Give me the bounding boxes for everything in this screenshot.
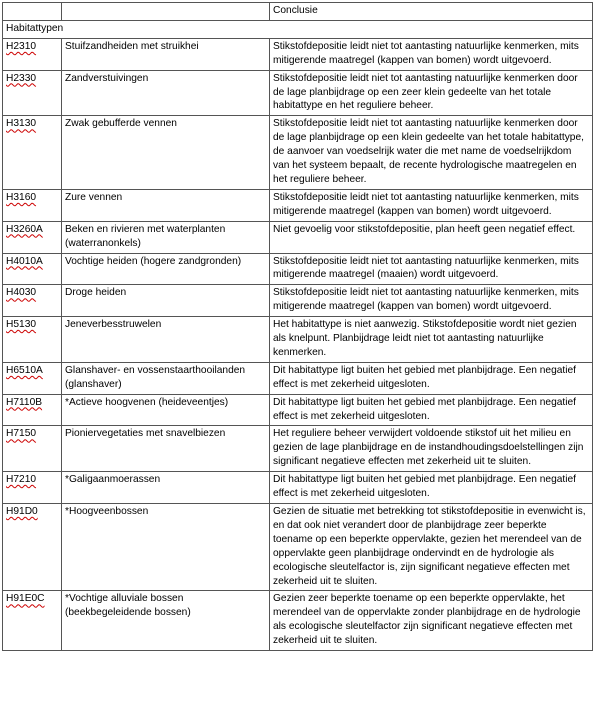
row-code-cell: [3, 591, 62, 651]
habitat-conclusion: Gezien de situatie met betrekking tot stikstofdepositie in evenwicht is, en dat ook niet verandert door de planbijdrage zeer beperkte toename op een beperkte oppervlakte, gezien het merendeel van de oppervlakte geen planbijdrage ondervindt en de hydrologie als ecologische sleutelfactor is, zijn significant negatieve effecten met zekerheid uit te sluiten.: [270, 504, 593, 591]
habitat-name: Droge heiden: [62, 285, 270, 317]
row-code-cell: [3, 221, 62, 253]
habitat-name: Zandverstuivingen: [62, 70, 270, 116]
table-row: [3, 591, 593, 651]
habitat-code: H6510A: [6, 364, 43, 376]
habitat-conclusion: Dit habitattype ligt buiten het gebied met planbijdrage. Een negatief effect is met zekerheid uitgesloten.: [270, 472, 593, 504]
habitat-name: Pioniervegetaties met snavelbiezen: [62, 426, 270, 472]
habitat-name: Beken en rivieren met waterplanten (waterranonkels): [62, 221, 270, 253]
habitat-conclusion: Het habitattype is niet aanwezig. Stikstofdepositie wordt niet gezien als knelpunt. Planbijdrage leidt niet tot aantasting natuurlijke kenmerken.: [270, 317, 593, 363]
row-code-cell: [3, 116, 62, 190]
habitat-conclusion: Stikstofdepositie leidt niet tot aantasting natuurlijke kenmerken door de lage planbijdrage op een klein gedeelte van het totale habitattype, de aanvoer van voedselrijk water die met name de voedselrijkdom van het systeem bepaalt, de recente hydrologische maatregelen en het reguliere beheer.: [270, 116, 593, 190]
row-code-cell: [3, 38, 62, 70]
header-cell-name: [62, 3, 270, 21]
habitat-name: Zure vennen: [62, 189, 270, 221]
habitat-conclusion: Stikstofdepositie leidt niet tot aantasting natuurlijke kenmerken, mits mitigerende maatregel (maaien) wordt uitgevoerd.: [270, 253, 593, 285]
table-row: [3, 189, 593, 221]
habitat-name: *Hoogveenbossen: [62, 504, 270, 591]
habitat-code: H3130: [6, 118, 37, 130]
habitat-code: H91D0: [6, 506, 38, 517]
table-row: [3, 70, 593, 116]
table-row: [3, 362, 593, 394]
habitat-name: Zwak gebufferde vennen: [62, 116, 270, 190]
habitat-name: Glanshaver- en vossenstaarthooilanden (glanshaver): [62, 362, 270, 394]
habitat-table: [2, 2, 593, 651]
habitat-code: H4010A: [6, 255, 43, 267]
habitat-name: Jeneverbesstruwelen: [62, 317, 270, 363]
header-cell-conclusion: Conclusie: [270, 3, 593, 21]
row-code-cell: [3, 394, 62, 426]
table-row: [3, 116, 593, 190]
habitat-code: H2330: [6, 72, 37, 84]
table-header-row: [3, 3, 593, 21]
habitat-code: H91E0C: [6, 593, 45, 605]
habitat-conclusion: Stikstofdepositie leidt niet tot aantasting natuurlijke kenmerken, mits mitigerende maatregel (kappen van bomen) wordt uitgevoerd.: [270, 285, 593, 317]
habitat-code: H4030: [6, 287, 37, 299]
habitat-code: H5130: [6, 319, 37, 331]
habitat-name: *Galigaanmoerassen: [62, 472, 270, 504]
table-row: [3, 38, 593, 70]
habitat-code: H7110B: [6, 396, 43, 408]
habitat-conclusion: Dit habitattype ligt buiten het gebied met planbijdrage. Een negatief effect is met zekerheid uitgesloten.: [270, 362, 593, 394]
row-code-cell: [3, 426, 62, 472]
row-code-cell: [3, 285, 62, 317]
habitat-code: H7210: [6, 474, 37, 486]
section-title: Habitattypen: [3, 20, 593, 38]
habitat-conclusion: Gezien zeer beperkte toename op een beperkte oppervlakte, het merendeel van de oppervlakte zonder planbijdrage en de hydrologie als ecologische sleutelfactor zijn significant negatieve effecten met zekerheid uit te sluiten.: [270, 591, 593, 651]
table-row: [3, 221, 593, 253]
row-code-cell: [3, 70, 62, 116]
habitat-code: H7150: [6, 428, 37, 440]
habitat-conclusion: Niet gevoelig voor stikstofdepositie, plan heeft geen negatief effect.: [270, 221, 593, 253]
habitat-conclusion: Dit habitattype ligt buiten het gebied met planbijdrage. Een negatief effect is met zekerheid uitgesloten.: [270, 394, 593, 426]
habitat-conclusion: Stikstofdepositie leidt niet tot aantasting natuurlijke kenmerken door de lage planbijdrage op een zeer klein gedeelte van het totale habitattype en het reguliere beheer.: [270, 70, 593, 116]
habitat-name: *Vochtige alluviale bossen (beekbegeleidende bossen): [62, 591, 270, 651]
habitat-code: H3260A: [6, 223, 43, 235]
row-code-cell: [3, 362, 62, 394]
row-code-cell: [3, 317, 62, 363]
row-code-cell: [3, 253, 62, 285]
row-code-cell: [3, 504, 62, 591]
habitat-code: H3160: [6, 191, 37, 203]
habitat-name: *Actieve hoogvenen (heideveentjes): [62, 394, 270, 426]
row-code-cell: [3, 189, 62, 221]
habitat-conclusion: Stikstofdepositie leidt niet tot aantasting natuurlijke kenmerken, mits mitigerende maatregel (kappen van bomen) wordt uitgevoerd.: [270, 38, 593, 70]
table-row: [3, 504, 593, 591]
header-cell-code: [3, 3, 62, 21]
table-row: [3, 472, 593, 504]
table-row: [3, 426, 593, 472]
habitat-name: Stuifzandheiden met struikhei: [62, 38, 270, 70]
habitat-conclusion: Stikstofdepositie leidt niet tot aantasting natuurlijke kenmerken, mits mitigerende maatregel (kappen van bomen) wordt uitgevoerd.: [270, 189, 593, 221]
row-code-cell: [3, 472, 62, 504]
section-row: [3, 20, 593, 38]
table-row: [3, 317, 593, 363]
table-row: [3, 285, 593, 317]
table-row: [3, 394, 593, 426]
habitat-code: H2310: [6, 40, 37, 52]
habitat-name: Vochtige heiden (hogere zandgronden): [62, 253, 270, 285]
habitat-conclusion: Het reguliere beheer verwijdert voldoende stikstof uit het milieu en gezien de lage planbijdrage en de instandhoudingsdoelstellingen zijn significant negatieve effecten met zekerheid uit te sluiten.: [270, 426, 593, 472]
table-row: [3, 253, 593, 285]
